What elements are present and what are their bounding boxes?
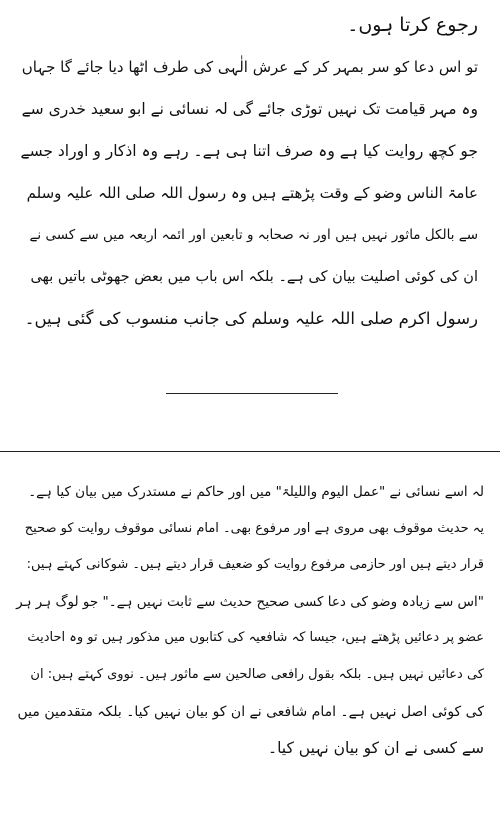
- main-line-4: جو کچھ روایت کیا ہے وہ صرف اتنا ہی ہے۔ رہے وہ اذکار و اوراد جسے: [20, 142, 478, 160]
- main-line-3: وہ مہر قیامت تک نہیں توڑی جائے گی لہ نسائی نے ابو سعید خدری سے: [21, 100, 478, 118]
- section-end-rule: [166, 393, 338, 394]
- footnote-separator-rule: [0, 451, 500, 452]
- main-line-2: تو اس دعا کو سر بمہر کر کے عرش الٰہی کی طرف اٹھا دیا جائے گا جہاں: [21, 58, 478, 76]
- footnote-line-8: سے کسی نے ان کو بیان نہیں کیا۔: [268, 739, 484, 758]
- footnotes: [14, 474, 484, 767]
- footnote-line-6: کی دعائیں نہیں ہیں۔ بلکہ بقول رافعی صالحین سے ماثور ہیں۔ نووی کہتے ہیں: ان: [30, 666, 484, 682]
- main-line-5: عامۃ الناس وضو کے وقت پڑھتے ہیں وہ رسول اللہ صلی اللہ علیہ وسلم: [26, 184, 478, 202]
- main-line-8: رسول اکرم صلی اللہ علیہ وسلم کی جانب منسوب کی گئی ہیں۔: [24, 309, 478, 328]
- footnote-line-1: لہ اسے نسائی نے "عمل الیوم واللیلۃ" میں اور حاکم نے مستدرک میں بیان کیا ہے۔: [28, 484, 484, 500]
- footnote-line-7: کی کوئی اصل نہیں ہے۔ امام شافعی نے ان کو بیان نہیں کیا۔ بلکہ متقدمین میں: [17, 703, 484, 720]
- footnote-line-3: قرار دیتے ہیں اور حازمی مرفوع روایت کو ضعیف قرار دیتے ہیں۔ شوکانی کہتے ہیں:: [26, 557, 484, 573]
- main-line-7: ان کی کوئی اصلیت بیان کی ہے۔ بلکہ اس باب میں بعض جھوٹی باتیں بھی: [30, 269, 478, 285]
- main-line-6: سے بالکل ماثور نہیں ہیں اور نہ صحابہ و تابعین اور ائمہ اربعہ میں سے کسی نے: [29, 227, 478, 243]
- main-paragraph: [16, 4, 478, 340]
- footnote-line-2: یہ حدیث موقوف بھی مروی ہے اور مرفوع بھی۔ امام نسائی موقوف روایت کو صحیح: [24, 520, 484, 536]
- main-line-1: رجوع کرتا ہوں۔: [347, 14, 478, 36]
- footnote-line-5: عضو پر دعائیں پڑھتے ہیں، جیسا کہ شافعیہ کی کتابوں میں مذکور ہیں تو وہ احادیث: [27, 630, 484, 646]
- footnote-line-4: "اس سے زیادہ وضو کی دعا کسی صحیح حدیث سے ثابت نہیں ہے۔" جو لوگ ہر ہر: [16, 593, 484, 610]
